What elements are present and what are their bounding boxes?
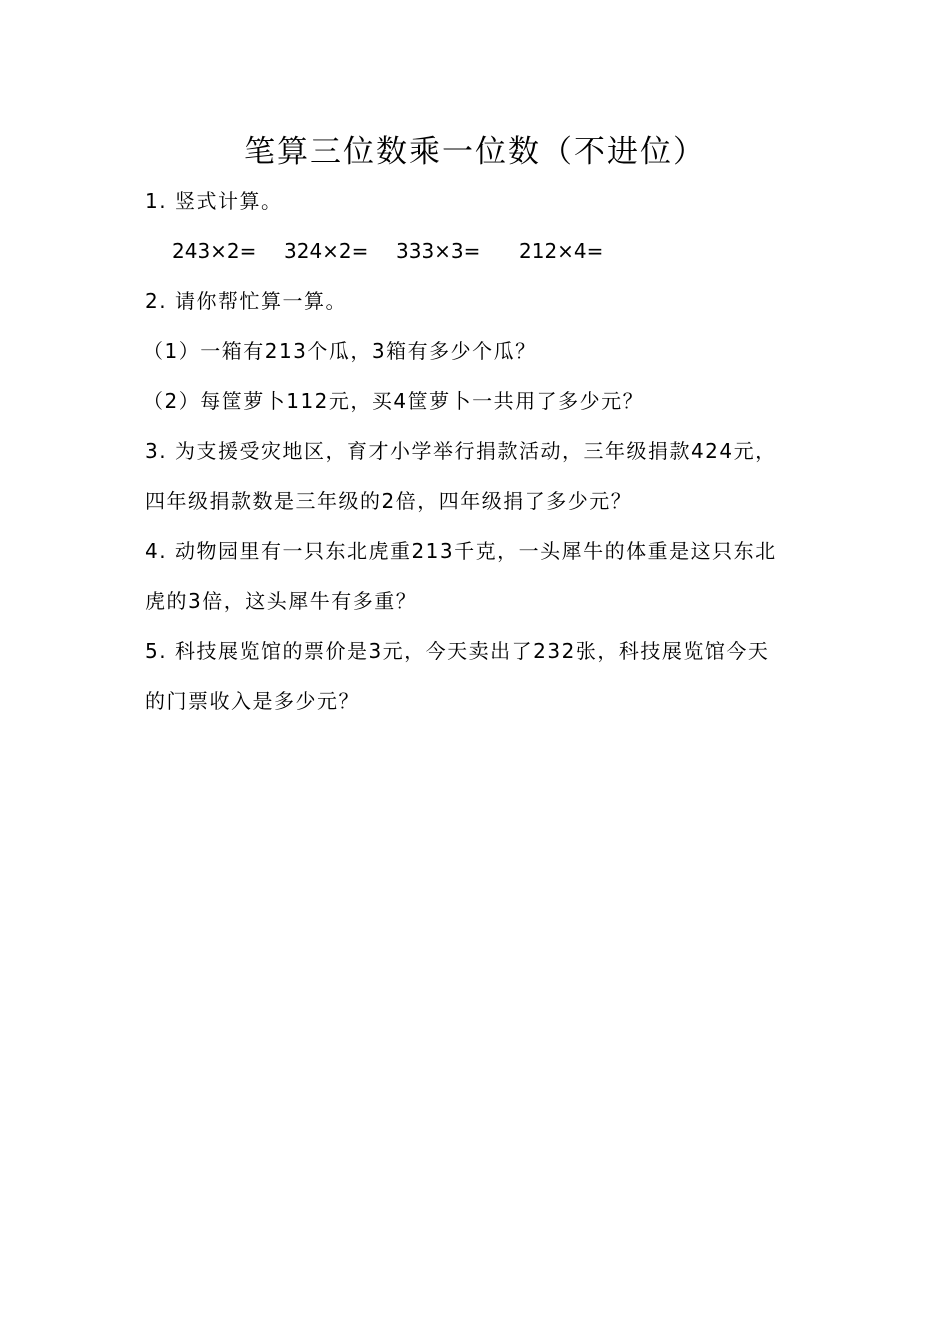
calculation-item: 212×4= — [519, 239, 604, 263]
calculation-item: 324×2= — [284, 239, 369, 263]
question-3-line-2: 四年级捐款数是三年级的2倍，四年级捐了多少元？ — [145, 489, 633, 513]
question-5-line-1: 5. 科技展览馆的票价是3元，今天卖出了232张，科技展览馆今天 — [145, 639, 770, 663]
question-3-line-1: 3. 为支援受灾地区，育才小学举行捐款活动，三年级捐款424元， — [145, 439, 777, 463]
calculation-item: 243×2= — [172, 239, 257, 263]
question-1-heading: 1. 竖式计算。 — [145, 189, 283, 213]
calculation-list — [0, 236, 950, 266]
question-2-sub-2: （2）每筐萝卜112元，买4筐萝卜一共用了多少元？ — [143, 389, 645, 413]
question-2-sub-1: （1）一箱有213个瓜，3箱有多少个瓜？ — [143, 339, 537, 363]
question-5-line-2: 的门票收入是多少元？ — [145, 689, 360, 713]
question-4-line-1: 4. 动物园里有一只东北虎重213千克，一头犀牛的体重是这只东北 — [145, 539, 777, 563]
calculation-item: 333×3= — [396, 239, 481, 263]
page-title: 笔算三位数乘一位数（不进位） — [244, 134, 706, 170]
question-2-heading: 2. 请你帮忙算一算。 — [145, 289, 347, 313]
question-4-line-2: 虎的3倍，这头犀牛有多重？ — [145, 589, 418, 613]
